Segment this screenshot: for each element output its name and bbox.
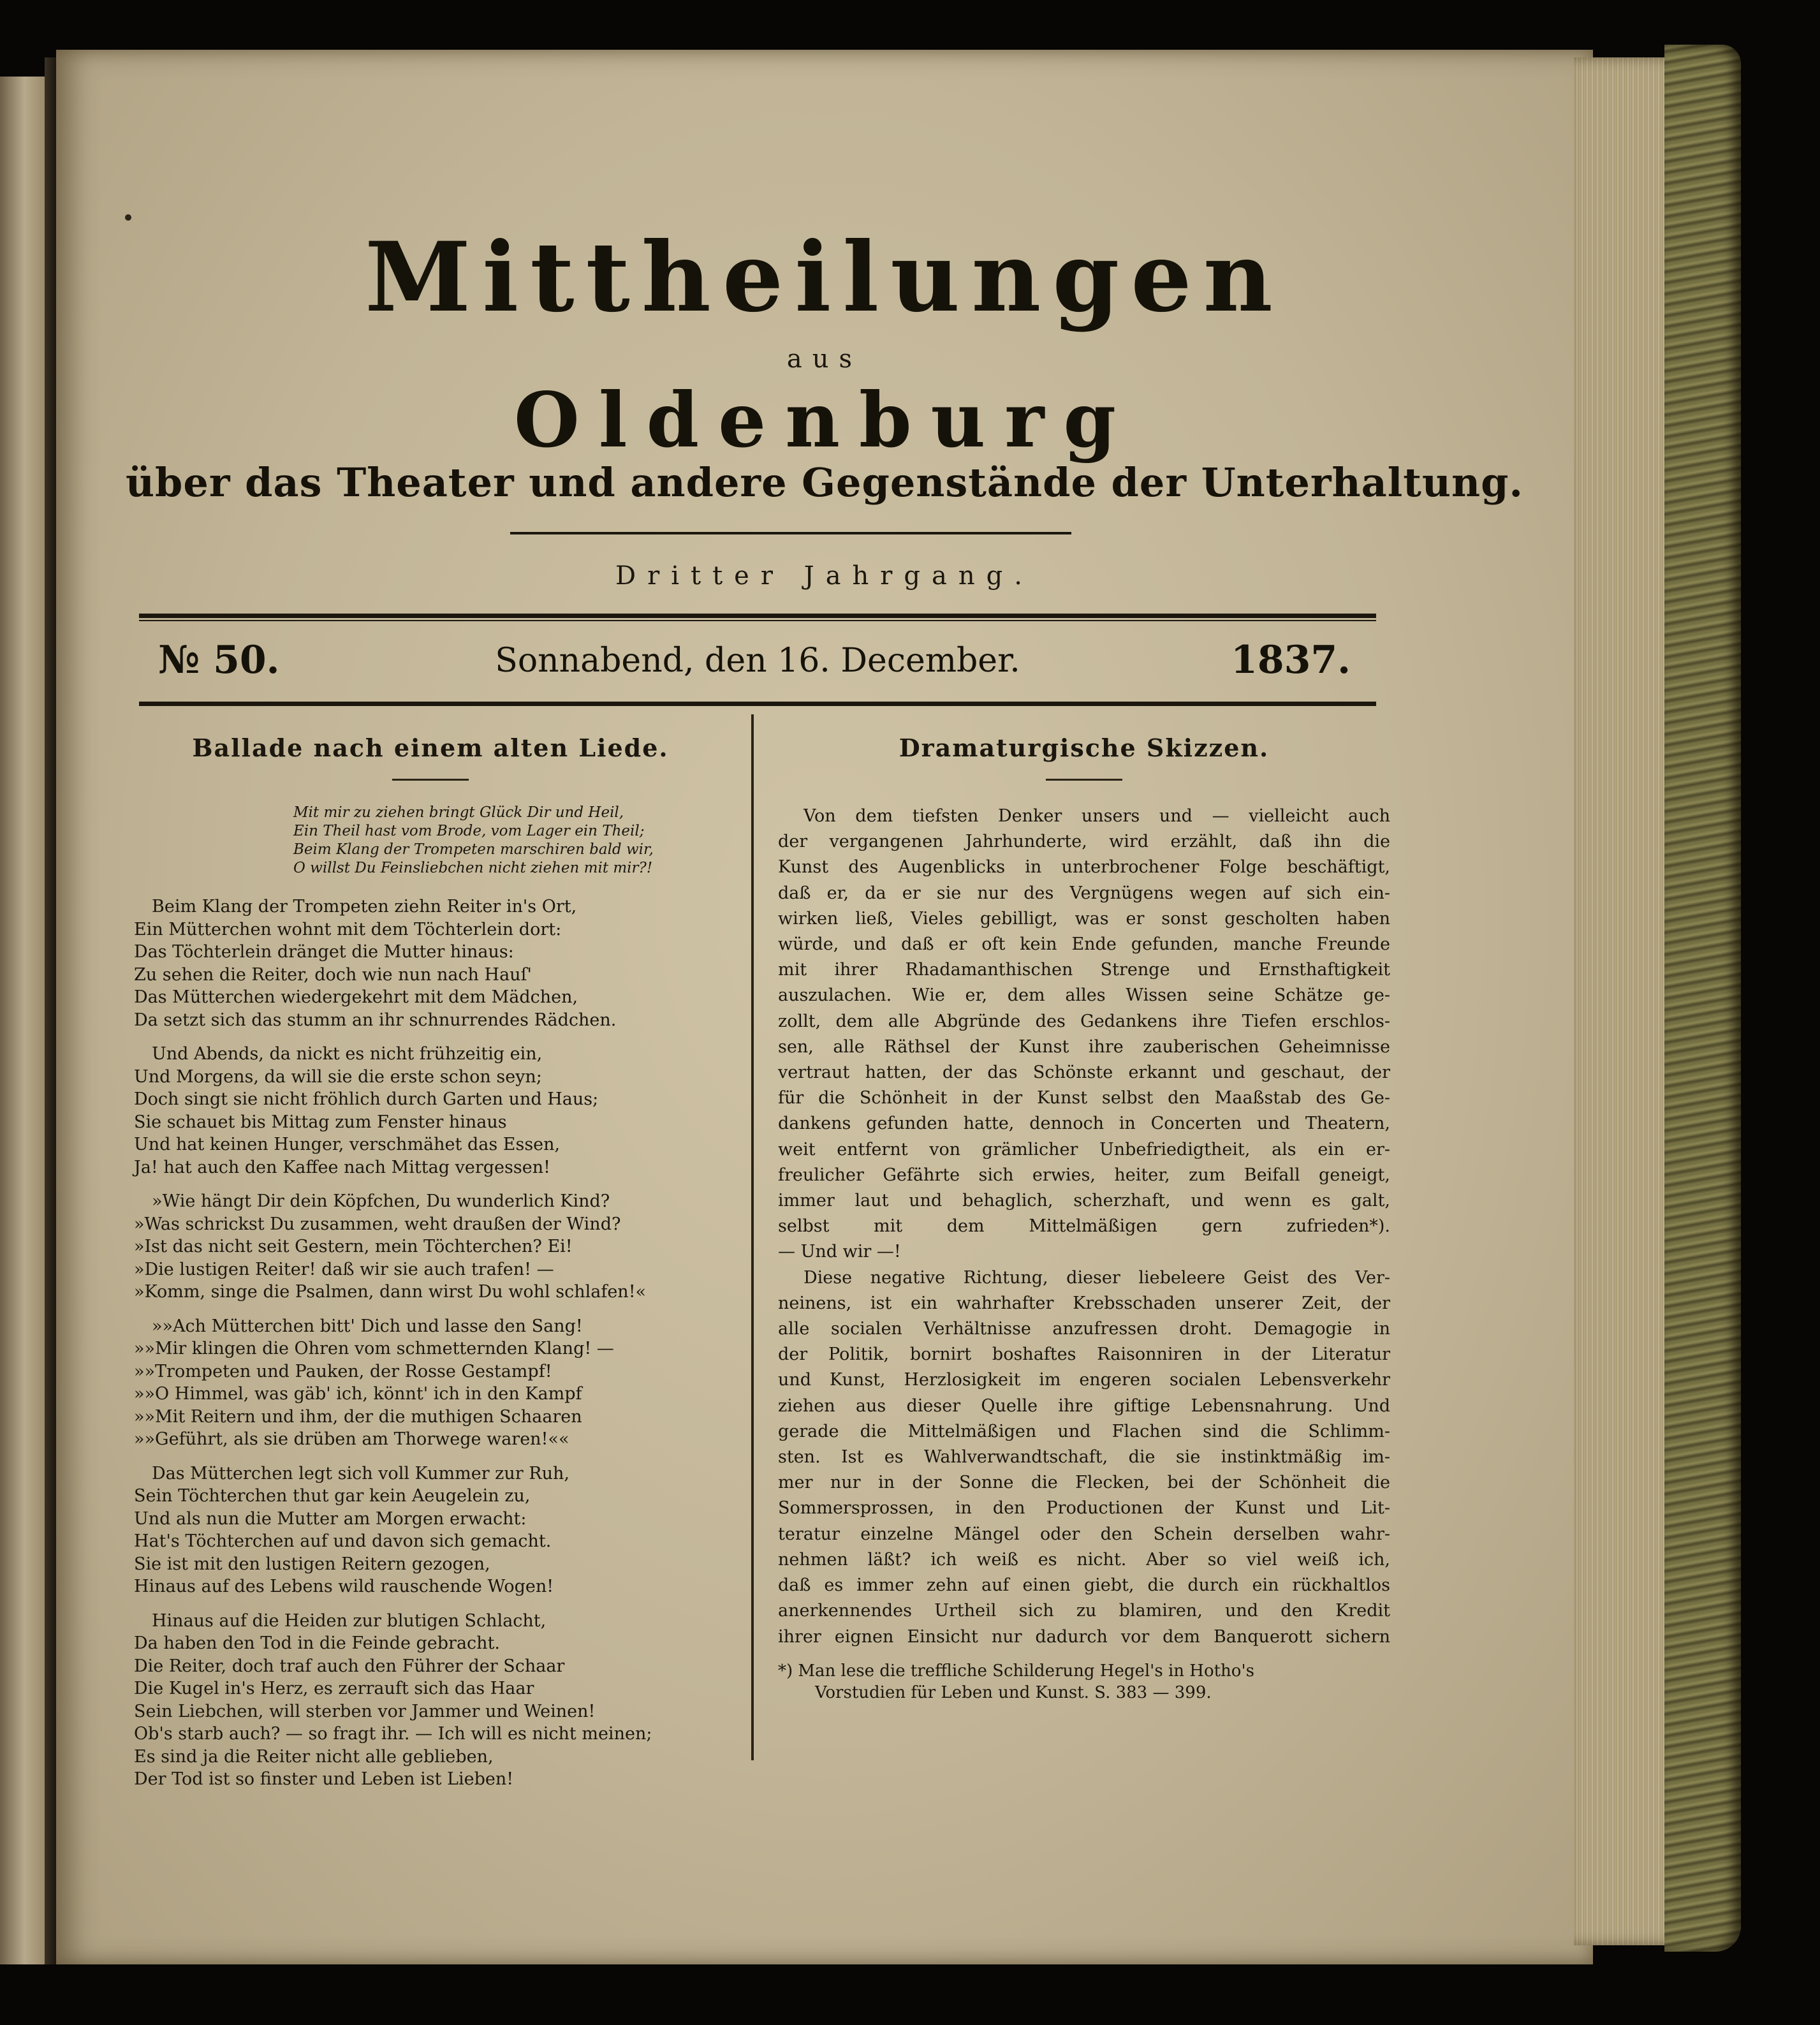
- stanza: [134, 895, 727, 1031]
- verse-line: Sein Töchterchen thut gar kein Aeugelein zu,: [134, 1486, 531, 1506]
- verse-line: »»Mir klingen die Ohren vom schmetternden Klang! —: [134, 1339, 614, 1359]
- verse-line: Da haben den Tod in die Feinde gebracht.: [134, 1633, 501, 1653]
- masthead-title: Mittheilungen: [365, 221, 1284, 334]
- text-line: ziehen aus dieser Quelle ihre giftige Lebensnahrung. Und: [778, 1395, 1390, 1416]
- text-line: dankens gefunden hatte, dennoch in Concerten und Theatern,: [778, 1114, 1390, 1134]
- verse-line: Da setzt sich das stumm an ihr schnurrendes Rädchen.: [134, 1010, 617, 1030]
- stanza: [134, 1043, 727, 1179]
- text-line: Von dem tiefsten Denker unsers und — vielleicht auch: [804, 806, 1390, 826]
- ballad-motto: [293, 804, 727, 878]
- verse-line: Sie schauet bis Mittag zum Fenster hinaus: [134, 1112, 507, 1132]
- verse-line: »Was schrickst Du zusammen, weht draußen der Wind?: [134, 1214, 621, 1234]
- text-line: der Politik, bornirt boshaftes Raisonniren in der Literatur: [778, 1344, 1390, 1365]
- issue-number: № 50.: [158, 638, 280, 682]
- verse-line: »Die lustigen Reiter! daß wir sie auch trafen! —: [134, 1259, 554, 1279]
- verse-line: »Ist das nicht seit Gestern, mein Töchterchen? Ei!: [134, 1237, 573, 1256]
- verse-line: Und als nun die Mutter am Morgen erwacht:: [134, 1508, 527, 1529]
- heading-rule: [1046, 779, 1122, 781]
- motto-line: Ein Theil hast vom Brode, vom Lager ein Theil;: [293, 823, 645, 839]
- issue-year: 1837.: [1231, 638, 1351, 682]
- book-cover-edge: [1664, 45, 1741, 1952]
- verse-line: »»Geführt, als sie drüben am Thorwege waren!««: [134, 1429, 569, 1449]
- text-line: Kunst des Augenblicks in unterbrochener Folge beschäftigt,: [778, 857, 1390, 878]
- text-line: und Kunst, Herzlosigkeit im engeren socialen Lebensverkehr: [778, 1370, 1390, 1390]
- verse-line: Sein Liebchen, will sterben vor Jammer und Weinen!: [134, 1701, 596, 1721]
- text-line: freulicher Gefährte sich erwies, heiter, zum Beifall geneigt,: [778, 1165, 1390, 1185]
- verse-line: Und Morgens, da will sie die erste schon seyn;: [134, 1066, 542, 1087]
- text-line: immer laut und behaglich, scherzhaft, und wenn es galt,: [778, 1191, 1390, 1211]
- text-line: weit entfernt von grämlicher Unbefriedigtheit, als ein er-: [778, 1139, 1390, 1160]
- text-line: zollt, dem alle Abgründe des Gedankens ihre Tiefen erschlos-: [778, 1011, 1390, 1031]
- stanza: [134, 1190, 727, 1304]
- text-line: teratur einzelne Mängel oder den Schein derselben wahr-: [778, 1524, 1390, 1544]
- verse-line: »Wie hängt Dir dein Köpfchen, Du wunderlich Kind?: [152, 1191, 610, 1211]
- verse-line: Und hat keinen Hunger, verschmähet das Essen,: [134, 1135, 561, 1154]
- verse-line: Doch singt sie nicht fröhlich durch Garten und Haus;: [134, 1089, 599, 1109]
- verse-line: Hinaus auf des Lebens wild rauschende Wogen!: [134, 1577, 554, 1596]
- text-line: — Und wir —!: [778, 1242, 901, 1262]
- motto-line: O willst Du Feinsliebchen nicht ziehen mit mir?!: [293, 860, 653, 876]
- text-line: sten. Ist es Wahlverwandtschaft, die sie instinktmäßig im-: [778, 1447, 1390, 1468]
- facing-page-edge: [0, 77, 45, 1964]
- text-line: vertraut hatten, der das Schönste erkannt und geschaut, der: [778, 1063, 1390, 1083]
- verse-line: »»O Himmel, was gäb' ich, könnt' ich in den Kampf: [134, 1384, 582, 1404]
- article-paragraph-1: [778, 804, 1390, 1265]
- verse-line: Und Abends, da nickt es nicht frühzeitig ein,: [152, 1044, 543, 1064]
- verse-line: Das Mütterchen legt sich voll Kummer zur Ruh,: [152, 1463, 569, 1484]
- stanza: [134, 1315, 727, 1451]
- ballad-heading: Ballade nach einem alten Liede.: [192, 733, 669, 762]
- footnote: [778, 1660, 1390, 1704]
- issue-date: Sonnabend, den 16. December.: [495, 642, 1020, 680]
- dateline-bottom-rule: [139, 702, 1376, 706]
- column-divider: [751, 714, 754, 1760]
- text-line: ihrer eignen Einsicht nur dadurch vor dem Banquerott sichern: [778, 1626, 1390, 1647]
- text-line: Sommersprossen, in den Productionen der Kunst und Lit-: [778, 1498, 1390, 1519]
- text-line: mer nur in der Sonne die Flecken, bei der Schönheit die: [778, 1473, 1390, 1493]
- verse-line: Ob's starb auch? — so fragt ihr. — Ich will es nicht meinen;: [134, 1724, 652, 1744]
- footnote-line: Vorstudien für Leben und Kunst. S. 383 — 399.: [815, 1683, 1212, 1702]
- verse-line: »Komm, singe die Psalmen, dann wirst Du wohl schlafen!«: [134, 1282, 647, 1302]
- verse-line: Die Reiter, doch traf auch den Führer der Schaar: [134, 1656, 565, 1676]
- stanza: [134, 1462, 727, 1598]
- verse-line: »»Trompeten und Pauken, der Rosse Gestampf!: [134, 1361, 552, 1381]
- text-line: neinens, ist ein wahrhafter Krebsschaden unserer Zeit, der: [778, 1293, 1390, 1313]
- text-line: sen, alle Räthsel der Kunst ihre zauberischen Geheimnisse: [778, 1036, 1390, 1057]
- verse-line: Es sind ja die Reiter nicht alle geblieben,: [134, 1746, 494, 1767]
- gutter-shadow: [45, 57, 56, 1964]
- verse-line: Der Tod ist so finster und Leben ist Lieben!: [134, 1769, 514, 1789]
- text-line: daß er, da er sie nur des Vergnügens wegen auf sich ein-: [778, 883, 1390, 903]
- verse-line: »»Mit Reitern und ihm, der die muthigen Schaaren: [134, 1406, 582, 1427]
- text-line: Diese negative Richtung, dieser liebeleere Geist des Ver-: [804, 1267, 1390, 1288]
- verse-line: Ein Mütterchen wohnt mit dem Töchterlein dort:: [134, 919, 562, 939]
- heading-rule: [392, 779, 469, 781]
- volume-label: Dritter Jahrgang.: [615, 561, 1034, 591]
- verse-line: Ja! hat auch den Kaffee nach Mittag vergessen!: [134, 1157, 550, 1177]
- masthead-aus: aus: [786, 344, 863, 374]
- verse-line: Beim Klang der Trompeten ziehn Reiter in's Ort,: [152, 897, 577, 917]
- motto-line: Mit mir zu ziehen bringt Glück Dir und Heil,: [293, 804, 624, 821]
- footnote-line: *) Man lese die treffliche Schilderung Hegel's in Hotho's: [778, 1661, 1254, 1681]
- text-line: alle socialen Verhältnisse anzufressen droht. Demagogie in: [778, 1319, 1390, 1339]
- text-line: gerade die Mittelmäßigen und Flachen sind die Schlimm-: [778, 1421, 1390, 1441]
- verse-line: Das Töchterlein dränget die Mutter hinaus:: [134, 942, 514, 962]
- left-column: [134, 733, 727, 1802]
- dateline-top-rule-thin: [139, 620, 1376, 621]
- verse-line: Sie ist mit den lustigen Reitern gezogen,: [134, 1554, 490, 1574]
- right-column: [778, 733, 1390, 1704]
- text-line: nehmen läßt? ich weiß es nicht. Aber so viel weiß ich,: [778, 1549, 1390, 1570]
- verse-line: Das Mütterchen wiedergekehrt mit dem Mädchen,: [134, 987, 578, 1007]
- masthead-divider: [510, 532, 1071, 534]
- masthead-city: Oldenburg: [514, 376, 1135, 464]
- text-line: auszulachen. Wie er, dem alles Wissen seine Schätze ge-: [778, 985, 1390, 1006]
- text-line: daß es immer zehn auf einen giebt, die durch ein rückhaltlos: [778, 1575, 1390, 1596]
- text-line: für die Schönheit in der Kunst selbst den Maaßstab des Ge-: [778, 1088, 1390, 1108]
- article-paragraph-2: [778, 1265, 1390, 1650]
- text-line: würde, und daß er oft kein Ende gefunden, manche Freunde: [778, 934, 1390, 955]
- verse-line: Zu sehen die Reiter, doch wie nun nach Hauſ': [134, 964, 532, 985]
- verse-line: Hinaus auf die Heiden zur blutigen Schlacht,: [152, 1610, 547, 1631]
- text-line: anerkennendes Urtheil sich zu blamiren, und den Kredit: [778, 1601, 1390, 1621]
- text-line: der vergangenen Jahrhunderte, wird erzählt, daß ihn die: [778, 832, 1390, 852]
- article-heading: Dramaturgische Skizzen.: [899, 733, 1270, 762]
- dateline: [139, 638, 1376, 695]
- text-line: wirken ließ, Vieles gebilligt, was er sonst gescholten haben: [778, 908, 1390, 929]
- ink-speck: [125, 214, 131, 221]
- verse-line: »»Ach Mütterchen bitt' Dich und lasse den Sang!: [152, 1316, 583, 1336]
- dateline-top-rule: [139, 614, 1376, 618]
- text-line: selbst mit dem Mittelmäßigen gern zufrieden*).: [778, 1216, 1390, 1237]
- verse-line: Hat's Töchterchen auf und davon sich gemacht.: [134, 1531, 552, 1551]
- motto-line: Beim Klang der Trompeten marschiren bald wir,: [293, 841, 654, 858]
- masthead-subtitle: über das Theater und andere Gegenstände der Unterhaltung.: [125, 459, 1524, 506]
- text-line: mit ihrer Rhadamanthischen Strenge und Ernsthaftigkeit: [778, 960, 1390, 980]
- verse-line: Die Kugel in's Herz, es zerrauft sich das Haar: [134, 1679, 534, 1698]
- stanza: [134, 1610, 727, 1791]
